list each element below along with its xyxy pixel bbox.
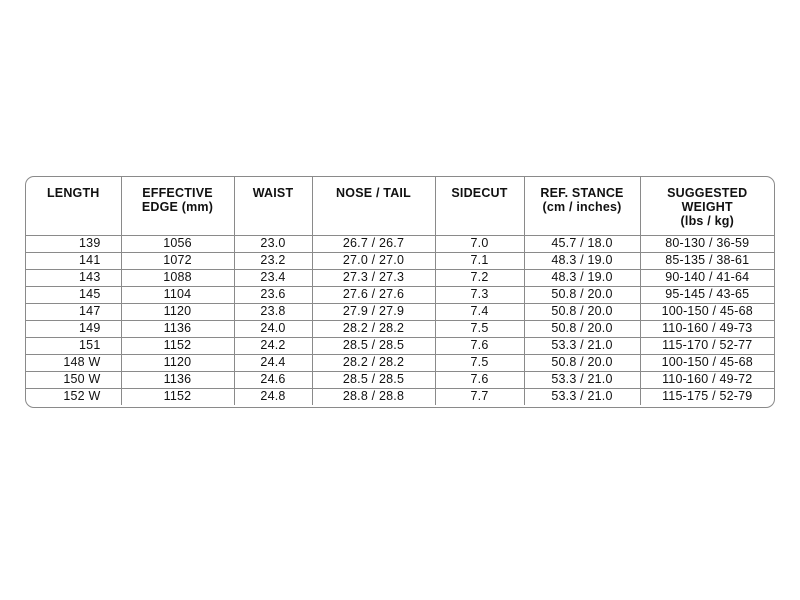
table-row bbox=[26, 235, 774, 252]
header-label: REF. STANCE bbox=[540, 186, 624, 200]
cell-ref-stance: 50.8 / 20.0 bbox=[524, 354, 640, 371]
table-row bbox=[26, 320, 774, 337]
cell-effective-edge: 1120 bbox=[121, 354, 234, 371]
header-label: WAIST bbox=[252, 186, 294, 200]
table-row bbox=[26, 388, 774, 405]
header-label: SUGGESTED WEIGHT bbox=[667, 186, 748, 214]
cell-effective-edge: 1088 bbox=[121, 269, 234, 286]
cell-waist: 23.8 bbox=[234, 303, 312, 320]
cell-suggested-weight: 100-150 / 45-68 bbox=[640, 303, 774, 320]
table-body bbox=[26, 235, 774, 405]
cell-suggested-weight: 80-130 / 36-59 bbox=[640, 235, 774, 252]
cell-length: 143 bbox=[26, 269, 121, 286]
size-chart-table bbox=[25, 176, 775, 408]
cell-suggested-weight: 85-135 / 38-61 bbox=[640, 252, 774, 269]
header-sublabel: (cm / inches) bbox=[542, 200, 622, 214]
header-suggested-weight bbox=[640, 177, 774, 235]
table-row bbox=[26, 286, 774, 303]
header-effective-edge bbox=[121, 177, 234, 235]
cell-effective-edge: 1072 bbox=[121, 252, 234, 269]
table-row bbox=[26, 371, 774, 388]
cell-nose-tail: 27.3 / 27.3 bbox=[312, 269, 435, 286]
header-label: EFFECTIVE bbox=[142, 186, 213, 200]
table-row bbox=[26, 354, 774, 371]
cell-length: 141 bbox=[26, 252, 121, 269]
header-label: NOSE / TAIL bbox=[336, 186, 411, 200]
cell-nose-tail: 28.2 / 28.2 bbox=[312, 320, 435, 337]
cell-nose-tail: 28.5 / 28.5 bbox=[312, 337, 435, 354]
header-sublabel: (lbs / kg) bbox=[680, 214, 734, 228]
cell-waist: 23.2 bbox=[234, 252, 312, 269]
header-length bbox=[26, 177, 121, 235]
cell-waist: 24.2 bbox=[234, 337, 312, 354]
cell-ref-stance: 50.8 / 20.0 bbox=[524, 320, 640, 337]
cell-waist: 23.0 bbox=[234, 235, 312, 252]
cell-effective-edge: 1152 bbox=[121, 388, 234, 405]
cell-nose-tail: 27.0 / 27.0 bbox=[312, 252, 435, 269]
cell-waist: 23.4 bbox=[234, 269, 312, 286]
cell-effective-edge: 1136 bbox=[121, 320, 234, 337]
cell-nose-tail: 28.5 / 28.5 bbox=[312, 371, 435, 388]
cell-length: 151 bbox=[26, 337, 121, 354]
cell-length: 145 bbox=[26, 286, 121, 303]
cell-nose-tail: 26.7 / 26.7 bbox=[312, 235, 435, 252]
cell-nose-tail: 28.8 / 28.8 bbox=[312, 388, 435, 405]
table-row bbox=[26, 252, 774, 269]
cell-length: 139 bbox=[26, 235, 121, 252]
cell-suggested-weight: 95-145 / 43-65 bbox=[640, 286, 774, 303]
cell-sidecut: 7.3 bbox=[435, 286, 524, 303]
cell-ref-stance: 48.3 / 19.0 bbox=[524, 252, 640, 269]
cell-nose-tail: 28.2 / 28.2 bbox=[312, 354, 435, 371]
cell-suggested-weight: 90-140 / 41-64 bbox=[640, 269, 774, 286]
header-label: LENGTH bbox=[46, 186, 100, 200]
header-label: SIDECUT bbox=[451, 186, 508, 200]
cell-length: 150 W bbox=[26, 371, 121, 388]
cell-ref-stance: 45.7 / 18.0 bbox=[524, 235, 640, 252]
cell-suggested-weight: 100-150 / 45-68 bbox=[640, 354, 774, 371]
table-row bbox=[26, 337, 774, 354]
cell-ref-stance: 53.3 / 21.0 bbox=[524, 337, 640, 354]
cell-ref-stance: 53.3 / 21.0 bbox=[524, 388, 640, 405]
cell-sidecut: 7.6 bbox=[435, 371, 524, 388]
cell-sidecut: 7.7 bbox=[435, 388, 524, 405]
header-ref-stance bbox=[524, 177, 640, 235]
header-sublabel: EDGE (mm) bbox=[141, 200, 214, 214]
cell-suggested-weight: 110-160 / 49-72 bbox=[640, 371, 774, 388]
header-sidecut bbox=[435, 177, 524, 235]
cell-ref-stance: 53.3 / 21.0 bbox=[524, 371, 640, 388]
specs-table bbox=[26, 177, 774, 405]
cell-sidecut: 7.2 bbox=[435, 269, 524, 286]
cell-length: 152 W bbox=[26, 388, 121, 405]
header-row bbox=[26, 177, 774, 235]
cell-waist: 24.8 bbox=[234, 388, 312, 405]
cell-length: 149 bbox=[26, 320, 121, 337]
cell-effective-edge: 1104 bbox=[121, 286, 234, 303]
cell-sidecut: 7.4 bbox=[435, 303, 524, 320]
cell-sidecut: 7.5 bbox=[435, 354, 524, 371]
table-row bbox=[26, 303, 774, 320]
cell-effective-edge: 1056 bbox=[121, 235, 234, 252]
cell-waist: 24.6 bbox=[234, 371, 312, 388]
cell-length: 147 bbox=[26, 303, 121, 320]
cell-effective-edge: 1152 bbox=[121, 337, 234, 354]
cell-nose-tail: 27.9 / 27.9 bbox=[312, 303, 435, 320]
cell-suggested-weight: 110-160 / 49-73 bbox=[640, 320, 774, 337]
cell-suggested-weight: 115-170 / 52-77 bbox=[640, 337, 774, 354]
cell-ref-stance: 50.8 / 20.0 bbox=[524, 303, 640, 320]
cell-ref-stance: 48.3 / 19.0 bbox=[524, 269, 640, 286]
cell-sidecut: 7.6 bbox=[435, 337, 524, 354]
cell-waist: 24.4 bbox=[234, 354, 312, 371]
cell-effective-edge: 1120 bbox=[121, 303, 234, 320]
cell-effective-edge: 1136 bbox=[121, 371, 234, 388]
header-nose-tail bbox=[312, 177, 435, 235]
cell-nose-tail: 27.6 / 27.6 bbox=[312, 286, 435, 303]
header-waist bbox=[234, 177, 312, 235]
cell-sidecut: 7.0 bbox=[435, 235, 524, 252]
cell-waist: 24.0 bbox=[234, 320, 312, 337]
cell-waist: 23.6 bbox=[234, 286, 312, 303]
cell-length: 148 W bbox=[26, 354, 121, 371]
cell-sidecut: 7.5 bbox=[435, 320, 524, 337]
cell-sidecut: 7.1 bbox=[435, 252, 524, 269]
cell-ref-stance: 50.8 / 20.0 bbox=[524, 286, 640, 303]
cell-suggested-weight: 115-175 / 52-79 bbox=[640, 388, 774, 405]
table-row bbox=[26, 269, 774, 286]
